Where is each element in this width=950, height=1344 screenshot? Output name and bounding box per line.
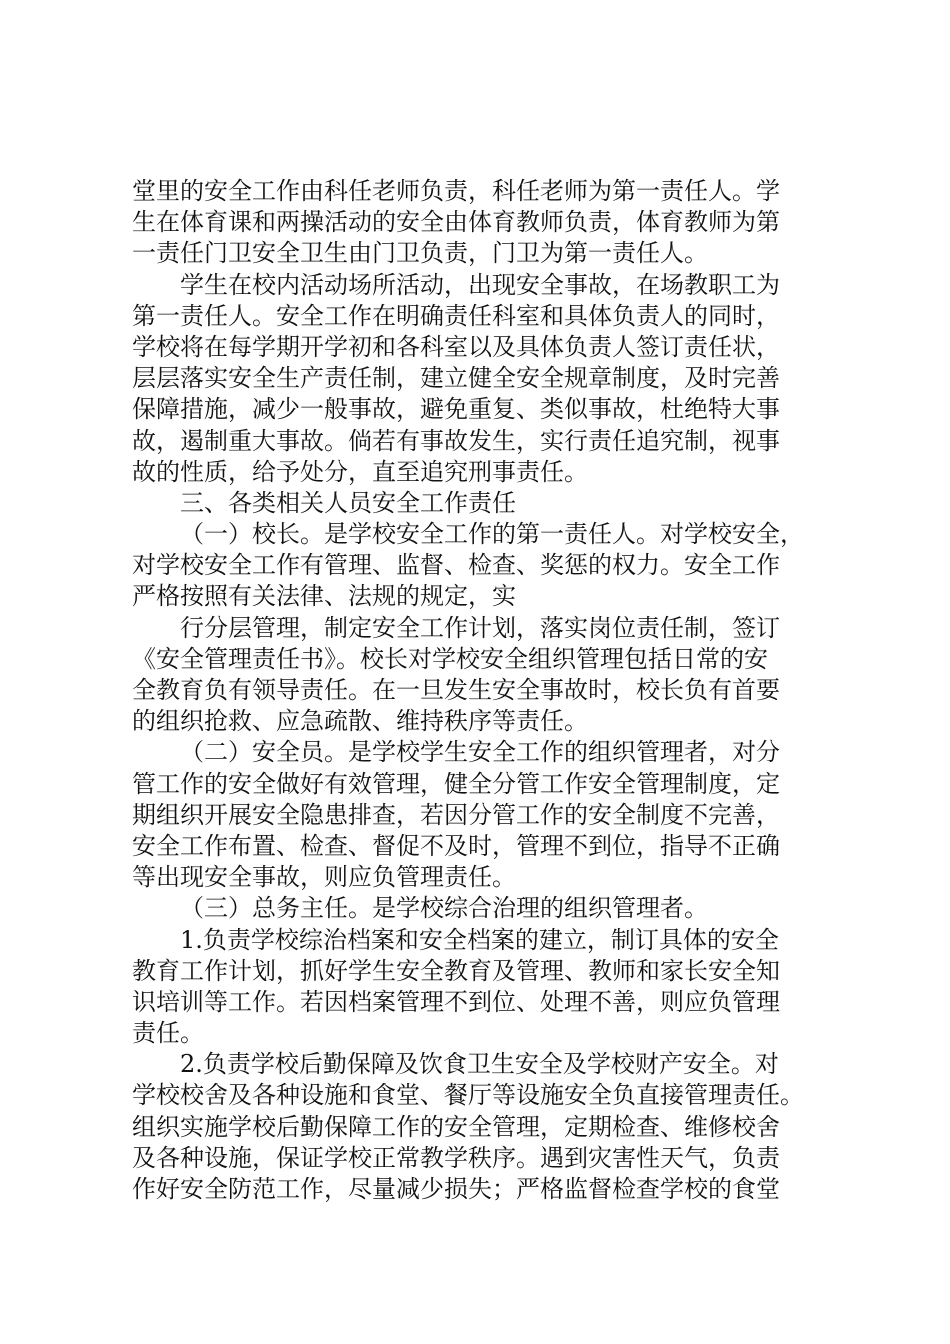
text-line: 一责任门卫安全卫生由门卫负责，门卫为第一责任人。 [132, 239, 708, 268]
text-line: 三、各类相关人员安全工作责任 [180, 488, 516, 517]
text-line: 教育工作计划，抓好学生安全教育及管理、教师和家长安全知 [132, 956, 780, 985]
text-line: 1.负责学校综治档案和安全档案的建立，制订具体的安全 [180, 925, 779, 954]
text-line: 学校将在每学期开学初和各科室以及具体负责人签订责任状， [132, 332, 780, 361]
text-line: （二）安全员。是学校学生安全工作的组织管理者，对分 [180, 738, 780, 767]
text-line: 保障措施，减少一般事故，避免重复、类似事故，杜绝特大事 [132, 395, 780, 424]
text-line: 学生在校内活动场所活动，出现安全事故，在场教职工为 [180, 270, 780, 299]
text-line: 学校校舍及各种设施和食堂、餐厅等设施安全负直接管理责任。 [132, 1081, 804, 1110]
text-line: 故的性质，给予处分，直至追究刑事责任。 [132, 457, 588, 486]
text-line: 等出现安全事故，则应负管理责任。 [132, 863, 516, 892]
text-line: 期组织开展安全隐患排查，若因分管工作的安全制度不完善， [132, 800, 780, 829]
text-line: 组织实施学校后勤保障工作的安全管理，定期检查、维修校舍 [132, 1112, 780, 1141]
text-line: 及各种设施，保证学校正常教学秩序。遇到灾害性天气，负责 [132, 1143, 780, 1172]
text-line: 严格按照有关法律、法规的规定，实 [132, 582, 516, 611]
text-line: 管工作的安全做好有效管理，健全分管工作安全管理制度，定 [132, 769, 780, 798]
text-line: 作好安全防范工作，尽量减少损失；严格监督检查学校的食堂 [132, 1175, 780, 1203]
text-line: 第一责任人。安全工作在明确责任科室和具体负责人的同时， [132, 301, 780, 330]
text-line: 对学校安全工作有管理、监督、检查、奖惩的权力。安全工作 [132, 551, 780, 580]
text-line: 安全工作布置、检查、督促不及时，管理不到位，指导不正确 [132, 831, 780, 860]
text-line: 责任。 [132, 1019, 204, 1048]
text-line: （三）总务主任。是学校综合治理的组织管理者。 [180, 894, 708, 923]
text-line: 《安全管理责任书》。校长对学校安全组织管理包括日常的安 [132, 644, 768, 673]
text-line: 层层落实安全生产责任制，建立健全安全规章制度，及时完善 [132, 364, 780, 393]
text-line: 堂里的安全工作由科任老师负责，科任老师为第一责任人。学 [132, 177, 780, 205]
text-line: 生在体育课和两操活动的安全由体育教师负责，体育教师为第 [132, 208, 780, 237]
document-body [132, 176, 852, 1205]
text-line: 全教育负有领导责任。在一旦发生安全事故时，校长负有首要 [132, 676, 780, 704]
text-line: 故，遏制重大事故。倘若有事故发生，实行责任追究制，视事 [132, 426, 780, 455]
text-line: 的组织抢救、应急疏散、维持秩序等责任。 [132, 707, 588, 736]
text-line: 行分层管理，制定安全工作计划，落实岗位责任制，签订 [180, 613, 780, 642]
text-line: 2.负责学校后勤保障及饮食卫生安全及学校财产安全。对 [180, 1050, 779, 1079]
text-line: （一）校长。是学校安全工作的第一责任人。对学校安全， [180, 520, 804, 549]
text-line: 识培训等工作。若因档案管理不到位、处理不善，则应负管理 [132, 987, 780, 1016]
